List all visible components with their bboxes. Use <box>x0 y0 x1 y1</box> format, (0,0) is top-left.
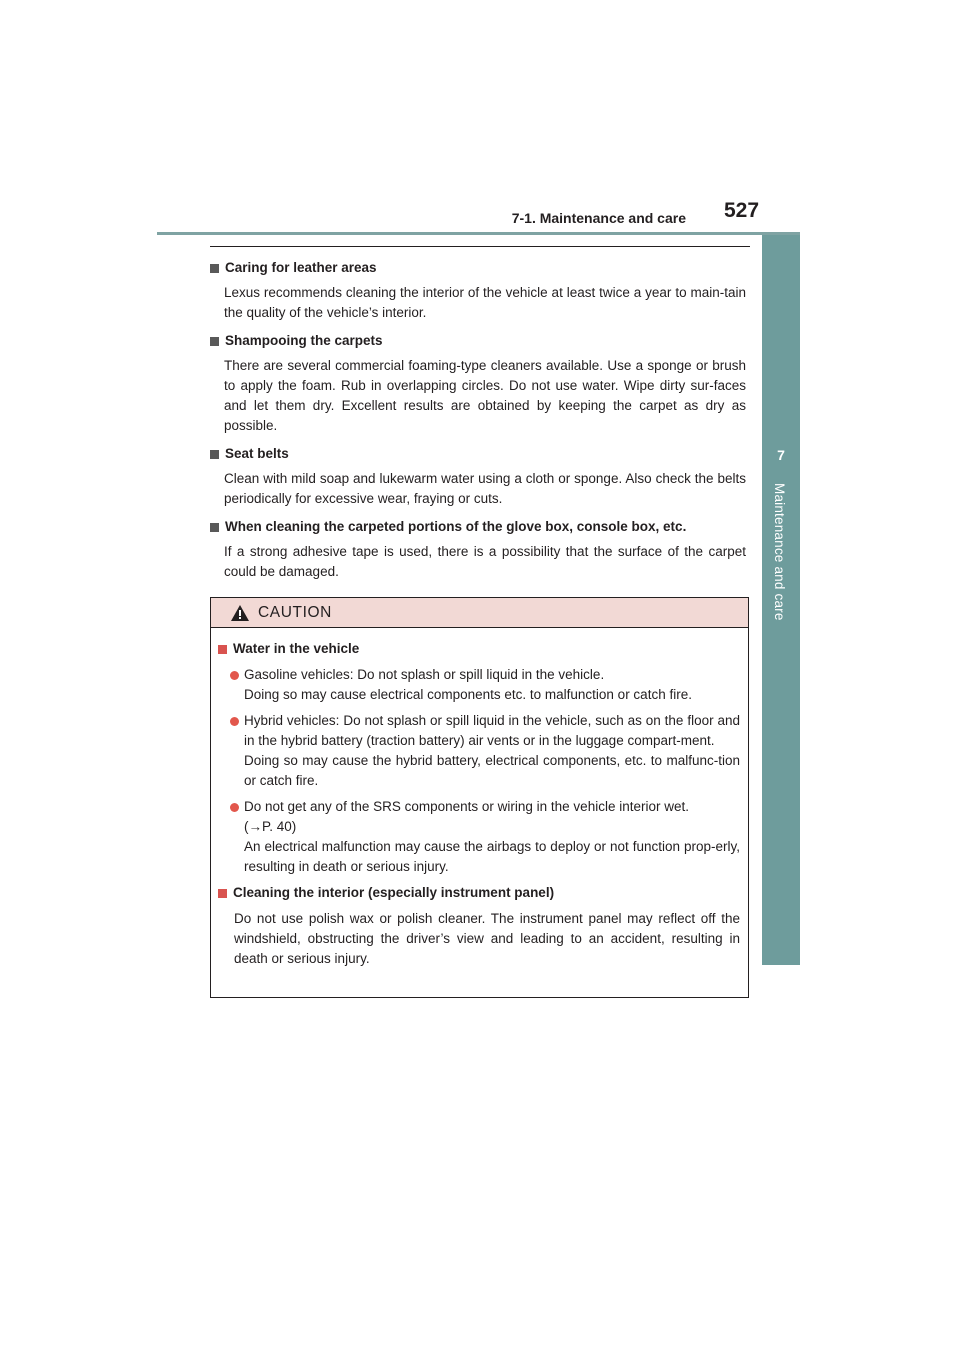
section-heading: Shampooing the carpets <box>225 333 383 348</box>
section-body: If a strong adhesive tape is used, there is a possibility that the surface of the carpet could be damaged. <box>224 544 746 579</box>
section-seat-belts <box>210 444 746 509</box>
section-heading: When cleaning the carpeted portions of the glove box, console box, etc. <box>225 519 687 534</box>
caution-paragraph: Do not use polish wax or polish cleaner. The instrument panel may reflect off the windshield, obstructing the driver’s view and leading to an accident, resulting in death or serious injury. <box>234 911 740 966</box>
section-heading: Caring for leather areas <box>225 260 377 275</box>
bullet-dot-icon <box>230 717 239 726</box>
caution-title: CAUTION <box>258 603 332 621</box>
section-leather <box>210 258 746 323</box>
bullet-line: An electrical malfunction may cause the airbags to deploy or not function prop-erly, resulting in death or serious injury. <box>244 839 740 874</box>
header-rule <box>157 232 800 235</box>
section-body: Lexus recommends cleaning the interior of the vehicle at least twice a year to main-tain the quality of the vehicle’s interior. <box>224 285 746 320</box>
chapter-side-tab <box>762 235 800 965</box>
main-content <box>210 258 746 590</box>
caution-body <box>211 628 748 969</box>
section-carpets <box>210 331 746 436</box>
section-body: There are several commercial foaming-type cleaners available. Use a sponge or brush to apply the foam. Rub in overlapping circles. Do not use water. Wipe dirty sur-faces and let them dry. Excellent results are obtained by keeping the carpet as dry as possible. <box>224 358 746 433</box>
caution-bullet <box>218 797 740 877</box>
chapter-title: Maintenance and care <box>772 483 787 621</box>
page-number: 527 <box>724 199 760 222</box>
square-bullet-icon <box>210 523 219 532</box>
content-top-rule <box>210 246 750 247</box>
square-bullet-icon <box>210 450 219 459</box>
section-glove-box <box>210 517 746 582</box>
caution-bullet <box>218 711 740 791</box>
bullet-line: Hybrid vehicles: Do not splash or spill liquid in the vehicle, such as on the floor and in the hybrid battery (traction battery) air vents or in the luggage compart-ment. <box>244 713 740 748</box>
bullet-line: Doing so may cause the hybrid battery, electrical components, etc. to malfunc-tion or catch fire. <box>244 753 740 788</box>
section-title: 7-1. Maintenance and care <box>511 210 686 226</box>
section-body: Clean with mild soap and lukewarm water using a cloth or sponge. Also check the belts periodically for excessive wear, fraying or cuts. <box>224 471 746 506</box>
caution-box <box>210 597 749 998</box>
square-bullet-icon <box>218 645 227 654</box>
bullet-dot-icon <box>230 803 239 812</box>
caution-header <box>211 598 748 628</box>
warning-triangle-icon <box>230 604 250 622</box>
bullet-line: Do not get any of the SRS components or wiring in the vehicle interior wet. <box>244 799 689 814</box>
caution-section-heading: Water in the vehicle <box>233 641 360 656</box>
square-bullet-icon <box>210 337 219 346</box>
caution-section-heading: Cleaning the interior (especially instrument panel) <box>233 885 555 900</box>
bullet-line: Gasoline vehicles: Do not splash or spill liquid in the vehicle. <box>244 667 605 682</box>
square-bullet-icon <box>218 889 227 898</box>
bullet-line: Doing so may cause electrical components etc. to malfunction or catch fire. <box>244 687 692 702</box>
chapter-number: 7 <box>777 447 785 463</box>
caution-bullet <box>218 665 740 705</box>
square-bullet-icon <box>210 264 219 273</box>
page-reference: (→P. 40) <box>244 819 297 834</box>
section-heading: Seat belts <box>225 446 289 461</box>
bullet-dot-icon <box>230 671 239 680</box>
